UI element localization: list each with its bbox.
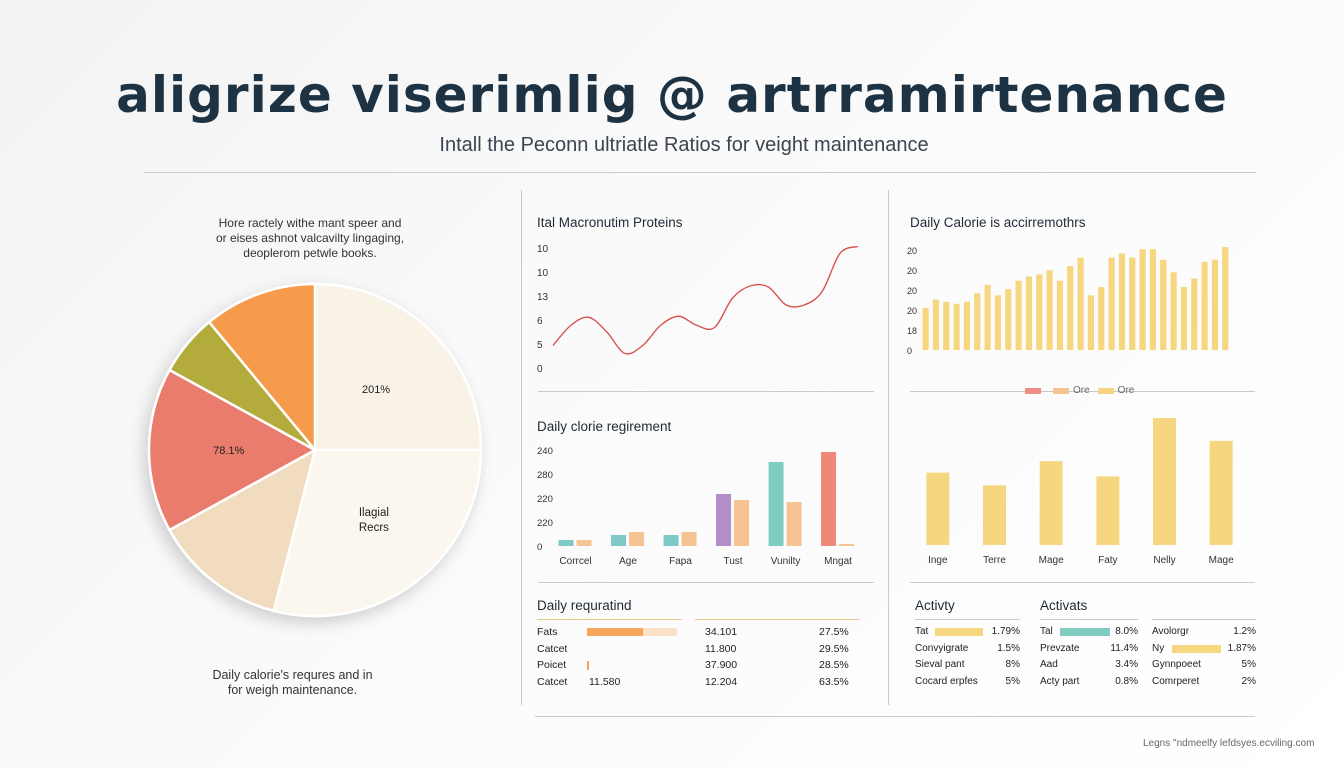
pie-body (149, 284, 481, 616)
category-bar (1210, 441, 1233, 545)
activity-row-bar (935, 628, 983, 636)
table-row-bar (587, 628, 643, 636)
legend-label: Ore (1073, 385, 1090, 397)
line-series (553, 247, 858, 354)
pie-note (150, 216, 470, 261)
table-row-label: Poicet (537, 659, 567, 671)
activity-table-rule (1040, 619, 1138, 620)
left-column-divider (521, 190, 522, 705)
grouped-y-tick: 280 (537, 470, 553, 481)
grouped-x-tick: Age (619, 556, 637, 567)
grouped-y-tick: 240 (537, 446, 553, 457)
top-bar (974, 293, 980, 350)
requirement-table (537, 598, 877, 698)
table-row-value: 29.5% (819, 642, 849, 655)
pie-slice-label: Ilagial (358, 507, 389, 520)
activity-row-value: 8.0% (1115, 626, 1138, 637)
pie-chart (130, 270, 500, 640)
grouped-bar (769, 462, 784, 546)
activity-row-value: 8% (1005, 659, 1020, 670)
top-bar-y-tick: 20 (907, 266, 918, 276)
activity-table-rule (1152, 619, 1256, 620)
requirement-table-rule (695, 619, 860, 620)
activity-row-label: Gynnpoeet (1152, 659, 1201, 670)
footer-credit: Legns "ndmeelfy lefdsyes.ecviling.com (1143, 738, 1315, 749)
category-x-tick: Terre (983, 555, 1006, 566)
activats-table (1040, 598, 1138, 698)
bottom-right-divider (910, 582, 1255, 583)
grouped-x-tick: Corrcel (559, 556, 592, 567)
line-y-tick: 0 (537, 364, 543, 375)
category-bar (1096, 476, 1119, 545)
grouped-bar (716, 494, 731, 546)
activity-row-bar (1172, 645, 1221, 653)
grouped-bar (664, 535, 679, 546)
calorie-bar-chart (895, 235, 1255, 360)
activity-row-value: 11.4% (1110, 642, 1138, 654)
pie-slice-label: Recrs (358, 522, 389, 535)
top-bar (1150, 249, 1156, 350)
table-row-value: 37.900 (705, 659, 738, 671)
top-bar (1109, 258, 1115, 350)
grouped-x-tick: Vunilty (770, 556, 801, 567)
activity-row-label: Ny (1152, 642, 1165, 654)
top-bar (1191, 279, 1197, 350)
table-row-label: Fats (537, 626, 558, 638)
top-bar (923, 308, 929, 350)
line-y-tick: 10 (537, 268, 549, 279)
grouped-bar (559, 540, 574, 546)
category-x-tick: Inge (928, 555, 948, 566)
page-title: aligrize viserimlig @ artrramirtenance (116, 66, 1228, 124)
activity-row-label: Tat (915, 626, 929, 637)
activity-row-label: Cocard erpfes (915, 675, 978, 687)
top-bar (1202, 262, 1208, 350)
category-x-tick: Faty (1098, 555, 1118, 566)
table-row-value: 34.101 (705, 626, 738, 638)
table-row-value: 63.5% (819, 675, 849, 688)
category-x-tick: Nelly (1153, 555, 1176, 566)
top-bar (943, 302, 949, 350)
grouped-x-tick: Mngat (824, 556, 852, 567)
pie-slice-label: 201% (361, 383, 391, 396)
extra-table (1152, 598, 1256, 698)
top-bar-y-tick: 20 (907, 306, 918, 316)
table-row-value: 11.580 (589, 675, 621, 688)
top-bar (1057, 281, 1063, 350)
grouped-y-tick: 0 (537, 542, 543, 553)
grouped-bar (682, 532, 697, 546)
top-bar (1212, 260, 1218, 350)
category-bar (926, 473, 949, 545)
line-y-tick: 5 (537, 340, 543, 351)
line-chart-baseline (538, 391, 874, 392)
legend-label: Ore (1117, 385, 1135, 397)
grouped-bar (821, 452, 836, 546)
activity-table (915, 598, 1020, 698)
table-row-bar (587, 661, 589, 670)
pie-note-line-3: deoplerom petwle books. (243, 246, 377, 260)
top-bar (933, 300, 939, 350)
activity-table-rule (915, 619, 1020, 620)
activity-table-title: Activats (1040, 598, 1088, 613)
top-bar (1160, 260, 1166, 350)
category-bar (1040, 461, 1063, 545)
category-bar-chart (905, 410, 1260, 570)
bottom-left-divider (538, 582, 874, 583)
grouped-y-tick: 220 (537, 518, 553, 529)
grouped-bar (787, 502, 802, 546)
line-y-tick: 10 (537, 244, 549, 255)
activity-row-value: 1.87% (1227, 642, 1256, 654)
activity-row-label: Prevzate (1040, 642, 1080, 654)
top-bar (985, 285, 991, 350)
grouped-y-tick: 220 (537, 494, 553, 505)
activity-row-value: 5% (1241, 659, 1256, 670)
top-bar (995, 295, 1001, 350)
grouped-bar (734, 500, 749, 546)
requirement-chart-title: Daily clorie regirement (537, 419, 672, 434)
top-bar (954, 304, 960, 350)
grouped-x-tick: Fapa (669, 556, 692, 567)
middle-column-divider (888, 190, 889, 705)
activity-row-value: 1.79% (991, 626, 1020, 637)
top-bar (1171, 272, 1177, 350)
activity-row-value: 3.4% (1115, 659, 1138, 670)
activity-row-label: Avolorgr (1152, 626, 1190, 637)
activity-row-bar (1060, 628, 1110, 636)
activity-row-value: 2% (1241, 675, 1256, 687)
grouped-bar (611, 535, 626, 546)
top-bar (1119, 253, 1125, 350)
top-bar (964, 302, 970, 350)
pie-caption-line-2: for weigh maintenance. (227, 683, 358, 697)
table-row-value: 11.800 (705, 642, 737, 655)
line-y-tick: 13 (537, 292, 549, 303)
line-chart-title: Ital Macronutim Proteins (537, 215, 683, 230)
chart-legend (1025, 382, 1142, 400)
top-bar (1222, 247, 1228, 350)
top-bar (1088, 295, 1094, 350)
top-bar (1078, 258, 1084, 350)
grouped-bar (577, 540, 592, 546)
top-bar (1181, 287, 1187, 350)
activity-row-label: Acty part (1040, 675, 1080, 687)
table-row-value: 12.204 (705, 675, 738, 688)
activity-row-label: Convyigrate (915, 642, 969, 654)
pie-note-line-2: or eises ashnot valcavilty lingaging, (215, 231, 405, 245)
activity-row-value: 1.2% (1233, 626, 1256, 637)
legend-swatch (1025, 388, 1041, 394)
requirement-bar-chart (525, 438, 880, 570)
header-divider (144, 172, 1256, 173)
pie-slice-label: 78.1% (213, 445, 245, 457)
activity-row-label: Sieval pant (915, 659, 965, 670)
activity-row-label: Comrperet (1152, 675, 1200, 687)
pie-note-line-1: Hore ractely withe mant speer and (218, 216, 402, 230)
legend-swatch (1098, 388, 1114, 394)
pie-slice (315, 284, 481, 450)
grouped-bar (629, 532, 644, 546)
top-bar (1036, 274, 1042, 350)
category-x-tick: Mage (1208, 555, 1234, 566)
top-bar (1005, 289, 1011, 350)
page-subtitle: Intall the Peconn ultriatle Ratios for veight maintenance (439, 134, 929, 156)
activity-table-title: Activty (915, 598, 955, 613)
top-bar-y-tick: 20 (907, 286, 918, 296)
requirement-table-rule (537, 619, 682, 620)
top-bar (1067, 266, 1073, 350)
top-bar-y-tick: 20 (907, 246, 918, 256)
pie-caption-line-1: Daily calorie's requres and in (212, 668, 373, 682)
activity-row-label: Tal (1040, 626, 1053, 637)
category-bar (983, 485, 1006, 545)
activity-row-value: 1.5% (997, 642, 1020, 654)
top-bar (1140, 249, 1146, 350)
top-bar (1098, 287, 1104, 350)
top-bar-y-tick: 0 (907, 346, 913, 356)
line-chart (525, 228, 880, 398)
table-row-value: 27.5% (819, 626, 849, 638)
calorie-bar-chart-title: Daily Calorie is accirremothrs (910, 215, 1086, 230)
activity-row-label: Aad (1040, 659, 1058, 670)
table-row-value: 28.5% (819, 659, 849, 671)
legend-swatch (1053, 388, 1069, 394)
top-bar (1129, 258, 1135, 350)
activity-row-value: 0.8% (1115, 675, 1138, 687)
top-bar (1016, 281, 1022, 350)
category-x-tick: Mage (1038, 555, 1064, 566)
activity-row-value: 5% (1005, 675, 1020, 687)
line-y-tick: 6 (537, 316, 543, 327)
table-row-label: Catcet (537, 642, 568, 655)
requirement-table-title: Daily requratind (537, 598, 632, 613)
grouped-x-tick: Tust (723, 556, 743, 567)
top-bar-y-tick: 18 (907, 326, 918, 336)
top-bar (1026, 277, 1032, 351)
category-bar (1153, 418, 1176, 545)
bottom-divider (535, 716, 1255, 717)
grouped-bar (839, 544, 854, 546)
table-row-label: Catcet (537, 675, 568, 688)
top-bar (1047, 270, 1053, 350)
pie-caption (150, 668, 435, 698)
